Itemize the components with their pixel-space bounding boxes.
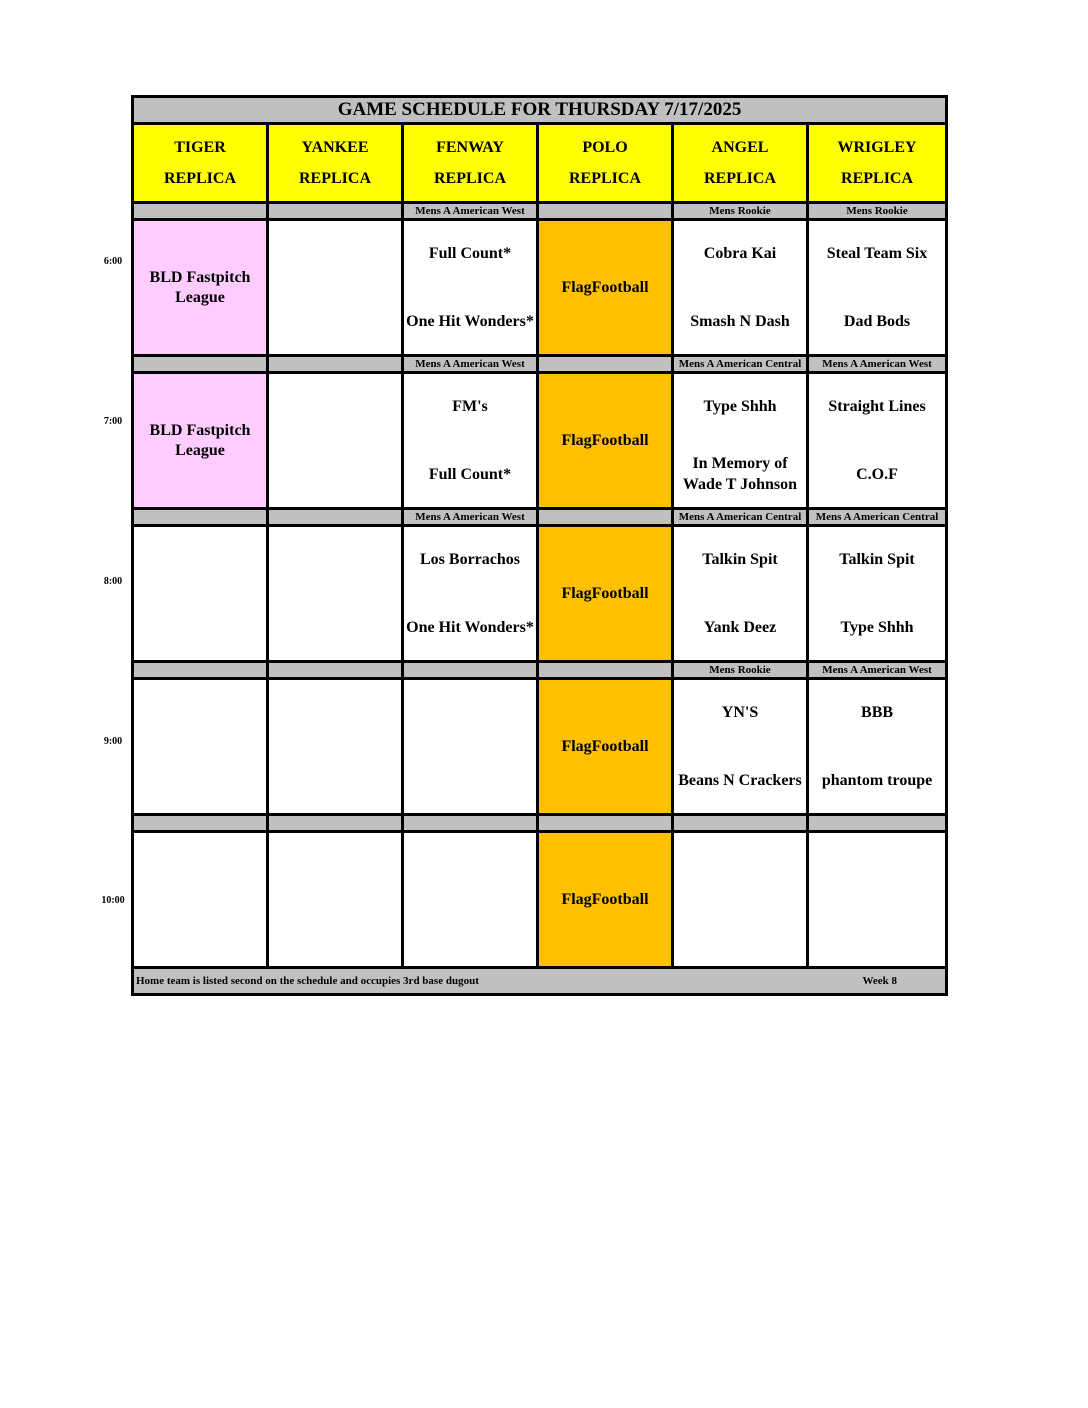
event-cell	[538, 832, 673, 968]
away-team: Full Count*	[428, 245, 512, 262]
game-cell	[808, 373, 947, 509]
field-name: ANGEL	[711, 139, 769, 156]
division-label: Mens Rookie	[673, 203, 808, 220]
schedule-cell	[133, 679, 268, 815]
field-header	[133, 124, 268, 203]
division-row	[133, 509, 947, 526]
field-type: REPLICA	[298, 170, 371, 187]
schedule-cell	[268, 526, 403, 662]
division-label	[133, 662, 268, 679]
schedule-cell	[403, 679, 538, 815]
division-label	[133, 203, 268, 220]
field-name: TIGER	[174, 139, 226, 156]
division-label	[403, 662, 538, 679]
field-type: REPLICA	[841, 170, 914, 187]
home-team: Smash N Dash	[690, 312, 790, 330]
game-cell	[673, 526, 808, 662]
field-type: REPLICA	[163, 170, 236, 187]
event-name: FlagFootball	[561, 278, 649, 296]
event-cell	[133, 373, 268, 509]
schedule-cell	[268, 373, 403, 509]
game-cell	[808, 526, 947, 662]
schedule	[131, 95, 945, 996]
time-label: 9:00	[103, 736, 123, 747]
division-label	[133, 509, 268, 526]
away-team: Cobra Kai	[703, 245, 777, 262]
footer-row	[133, 968, 947, 995]
field-name: FENWAY	[436, 139, 504, 156]
away-team: Steal Team Six	[826, 245, 928, 262]
home-team: One Hit Wonders*	[406, 618, 534, 636]
away-team: Talkin Spit	[702, 551, 778, 568]
schedule-cell	[808, 832, 947, 968]
division-label	[538, 509, 673, 526]
time-label: 7:00	[103, 416, 123, 427]
field-header	[538, 124, 673, 203]
event-name: BLD Fastpitch League	[149, 268, 251, 306]
field-type: REPLICA	[703, 170, 776, 187]
event-name: FlagFootball	[561, 737, 649, 755]
home-team: In Memory of Wade T Johnson	[682, 455, 798, 493]
field-header	[268, 124, 403, 203]
division-label	[133, 815, 268, 832]
game-cell	[403, 373, 538, 509]
division-label	[133, 356, 268, 373]
away-team: Straight Lines	[828, 398, 926, 415]
division-label	[808, 815, 947, 832]
schedule-cell	[133, 526, 268, 662]
schedule-cell	[673, 832, 808, 968]
time-label: 10:00	[101, 895, 125, 906]
time-slot-row	[133, 373, 947, 509]
game-cell	[673, 220, 808, 356]
schedule-cell	[268, 832, 403, 968]
schedule-cell	[268, 220, 403, 356]
division-label: Mens A American Central	[673, 356, 808, 373]
event-name: BLD Fastpitch League	[149, 421, 251, 459]
home-team: One Hit Wonders*	[406, 312, 534, 330]
division-label	[538, 815, 673, 832]
division-label: Mens A American West	[808, 356, 947, 373]
game-cell	[673, 679, 808, 815]
division-label: Mens Rookie	[673, 662, 808, 679]
game-cell	[403, 220, 538, 356]
division-label	[403, 815, 538, 832]
division-label	[268, 203, 403, 220]
home-team-note: Home team is listed second on the schedule and occupies 3rd base dugout	[136, 975, 479, 987]
field-header	[808, 124, 947, 203]
field-header	[403, 124, 538, 203]
division-label: Mens A American West	[403, 203, 538, 220]
time-slot-row	[133, 220, 947, 356]
division-label: Mens A American West	[403, 356, 538, 373]
home-team: phantom troupe	[821, 771, 933, 789]
field-name: POLO	[582, 139, 628, 156]
field-header	[673, 124, 808, 203]
away-team: FM's	[452, 398, 488, 415]
away-team: Los Borrachos	[420, 551, 520, 568]
event-cell	[538, 679, 673, 815]
event-cell	[538, 373, 673, 509]
time-label: 6:00	[103, 256, 123, 267]
time-slot-row	[133, 679, 947, 815]
event-name: FlagFootball	[561, 431, 649, 449]
time-slot-row	[133, 832, 947, 968]
field-type: REPLICA	[433, 170, 506, 187]
week-label: Week 8	[862, 975, 898, 987]
division-label: Mens A American West	[403, 509, 538, 526]
home-team: Yank Deez	[703, 618, 777, 636]
home-team: Full Count*	[428, 465, 512, 483]
time-slot-row	[133, 526, 947, 662]
division-label	[538, 662, 673, 679]
division-label	[268, 662, 403, 679]
event-cell	[538, 526, 673, 662]
division-row	[133, 662, 947, 679]
away-team: YN'S	[721, 704, 759, 721]
division-label	[538, 356, 673, 373]
home-team: C.O.F	[856, 465, 898, 483]
division-row	[133, 203, 947, 220]
time-label: 8:00	[103, 576, 123, 587]
division-label	[538, 203, 673, 220]
event-name: FlagFootball	[561, 890, 649, 908]
division-label: Mens A American West	[808, 662, 947, 679]
division-label: Mens Rookie	[808, 203, 947, 220]
division-label	[673, 815, 808, 832]
home-team: Type Shhh	[840, 618, 914, 636]
schedule-cell	[403, 832, 538, 968]
division-label	[268, 509, 403, 526]
home-team: Dad Bods	[843, 312, 911, 330]
away-team: Talkin Spit	[839, 551, 915, 568]
schedule-table	[131, 95, 948, 996]
event-cell	[133, 220, 268, 356]
division-row	[133, 815, 947, 832]
game-cell	[808, 679, 947, 815]
division-label: Mens A American Central	[673, 509, 808, 526]
game-cell	[673, 373, 808, 509]
footer-cell	[133, 968, 947, 995]
division-label	[268, 356, 403, 373]
schedule-title: GAME SCHEDULE FOR THURSDAY 7/17/2025	[133, 97, 947, 124]
schedule-cell	[133, 832, 268, 968]
game-cell	[808, 220, 947, 356]
division-label	[268, 815, 403, 832]
home-team: Beans N Crackers	[678, 771, 802, 789]
field-type: REPLICA	[568, 170, 641, 187]
away-team: BBB	[861, 704, 894, 721]
field-name: WRIGLEY	[837, 139, 917, 156]
field-name: YANKEE	[301, 139, 369, 156]
division-label: Mens A American Central	[808, 509, 947, 526]
game-cell	[403, 526, 538, 662]
division-row	[133, 356, 947, 373]
event-cell	[538, 220, 673, 356]
event-name: FlagFootball	[561, 584, 649, 602]
schedule-cell	[268, 679, 403, 815]
away-team: Type Shhh	[703, 398, 777, 415]
